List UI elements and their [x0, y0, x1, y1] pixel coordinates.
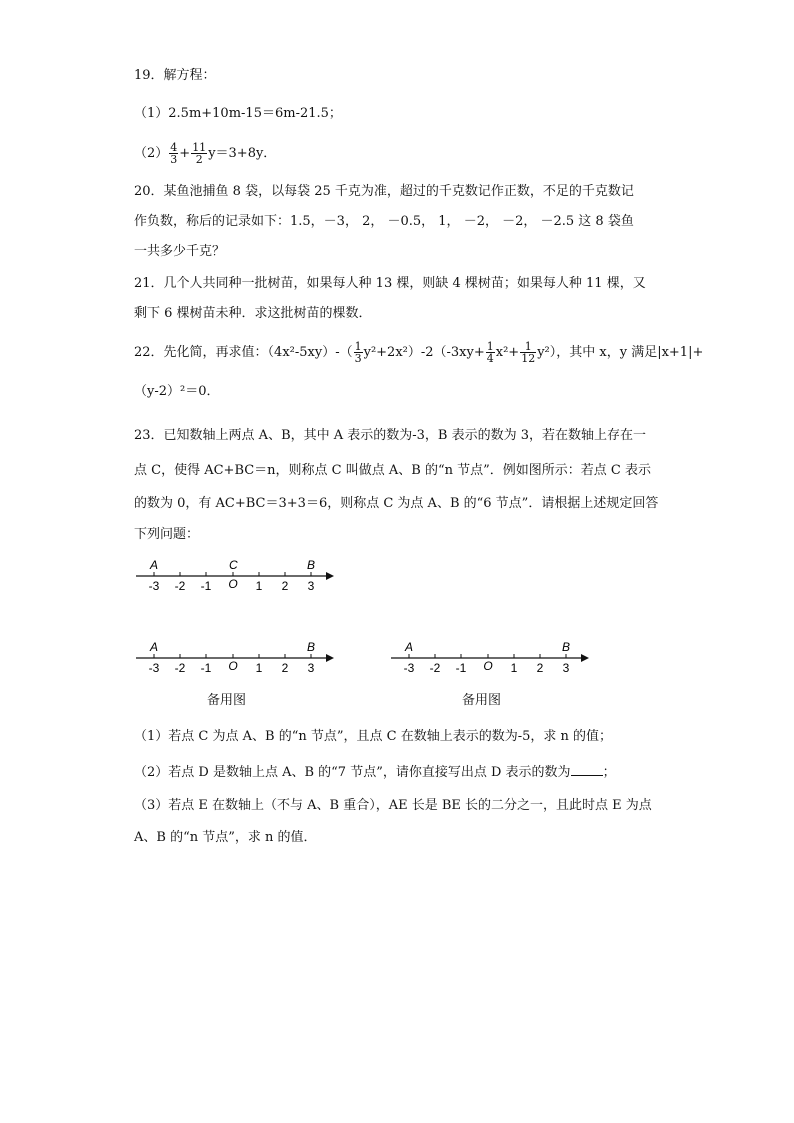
tick-label-origin: O	[228, 577, 238, 591]
tick-label: -1	[200, 579, 212, 593]
q20-line3: 一共多少千克？	[134, 244, 226, 259]
tick-label: -2	[174, 579, 186, 593]
tick-label: 1	[255, 661, 263, 675]
q23-line2: 点 C，使得 AC+BC＝n，则称点 C 叫做点 A、B 的“n 节点”．例如图所示：若点 C 表示	[134, 463, 651, 478]
tick-label: -2	[174, 661, 186, 675]
tick-label: 2	[281, 579, 289, 593]
point-label-a: A	[150, 640, 159, 654]
q23-part3-line1: （3）若点 E 在数轴上（不与 A、B 重合），AE 长是 BE 长的二分之一，且此时点 E 为点	[134, 798, 652, 813]
q23-part1: （1）若点 C 为点 A、B 的“n 节点”，且点 C 在数轴上表示的数为-5，求 n 的值；	[134, 729, 612, 744]
point-label-b: B	[307, 640, 316, 654]
q21-line1: 21．几个人共同种一批树苗，如果每人种 13 棵，则缺 4 棵树苗；如果每人种 11 棵，又	[134, 276, 646, 291]
q19-part1: （1）2.5m+10m-15＝6m-21.5；	[134, 106, 342, 121]
q23-part2-end: ；	[602, 765, 616, 780]
q19-part2	[134, 139, 276, 169]
tick-label: 2	[536, 661, 544, 675]
tick-label: 2	[281, 661, 289, 675]
q22-line1	[134, 338, 703, 368]
number-line-spare-right	[385, 638, 595, 678]
numerator: 11	[192, 141, 207, 154]
answer-blank[interactable]	[571, 763, 603, 776]
point-label-b: B	[562, 640, 571, 654]
point-label-a: A	[405, 640, 414, 654]
q23-part2	[134, 763, 616, 783]
q20-line2: 作负数，称后的记录如下：1.5，－3， 2， －0.5， 1， －2， －2， －2.5 这 8 袋鱼	[134, 214, 634, 229]
q23-line1: 23．已知数轴上两点 A、B，其中 A 表示的数为-3，B 表示的数为 3，若在数轴上存在一	[134, 428, 647, 443]
tick-label-origin: O	[483, 659, 493, 673]
q19-part2-prefix: （2）	[134, 146, 169, 161]
tick-label: 3	[307, 579, 315, 593]
fraction	[486, 341, 495, 364]
number-line-spare-left	[130, 638, 340, 678]
numerator: 1	[520, 341, 536, 353]
denominator: 3	[354, 352, 362, 365]
denominator: 2	[195, 153, 203, 166]
point-label-c: C	[229, 558, 238, 572]
tick-label: 1	[510, 661, 518, 675]
tick-label: 3	[562, 661, 570, 675]
fraction	[169, 142, 178, 165]
tick-label: -1	[455, 661, 467, 675]
numerator: 4	[170, 141, 178, 154]
fraction	[520, 341, 536, 364]
denominator: 12	[521, 352, 536, 365]
tick-label: -2	[429, 661, 441, 675]
q20-line1: 20．某鱼池捕鱼 8 袋，以每袋 25 千克为准，超过的千克数记作正数，不足的千克数记	[134, 184, 634, 199]
point-label-a: A	[150, 558, 159, 572]
tick-label: -1	[200, 661, 212, 675]
plus-sign: +	[179, 146, 191, 161]
q23-part2-text: （2）若点 D 是数轴上点 A、B 的“7 节点”，请你直接写出点 D 表示的数为	[134, 765, 571, 780]
tick-label: 1	[255, 579, 263, 593]
q19-title: 19．解方程：	[134, 68, 216, 83]
point-label-b: B	[307, 558, 316, 572]
number-line-main	[130, 556, 340, 596]
q22-part-a: 22．先化简，再求值：（4x²-5xy）-（	[134, 345, 353, 360]
tick-label: -3	[148, 661, 160, 675]
q21-line2: 剩下 6 棵树苗未种．求这批树苗的棵数．	[134, 306, 372, 321]
caption-spare-right: 备用图	[462, 693, 502, 708]
tick-label: -3	[403, 661, 415, 675]
q22-line2: （y-2）²＝0．	[134, 384, 220, 399]
q23-line3: 的数为 0，有 AC+BC＝3+3＝6，则称点 C 为点 A、B 的“6 节点”．请根据上述规定回答	[134, 496, 659, 511]
q19-part2-suffix: y＝3+8y．	[208, 146, 277, 161]
q22-part-d: y²），其中 x，y 满足|x+1|+	[537, 345, 704, 360]
caption-spare-left: 备用图	[207, 693, 247, 708]
denominator: 3	[170, 153, 178, 166]
fraction	[354, 341, 363, 364]
q22-part-b: y²+2x²）-2（-3xy+	[363, 345, 485, 360]
fraction	[191, 142, 207, 165]
numerator: 1	[486, 340, 494, 353]
tick-label: -3	[148, 579, 160, 593]
tick-label-origin: O	[228, 659, 238, 673]
numerator: 1	[354, 340, 362, 353]
tick-label: 3	[307, 661, 315, 675]
q23-line4: 下列问题：	[134, 527, 200, 542]
q23-part3-line2: A、B 的“n 节点”，求 n 的值．	[134, 830, 317, 845]
q22-part-c: x²+	[495, 345, 520, 360]
denominator: 4	[486, 352, 494, 365]
